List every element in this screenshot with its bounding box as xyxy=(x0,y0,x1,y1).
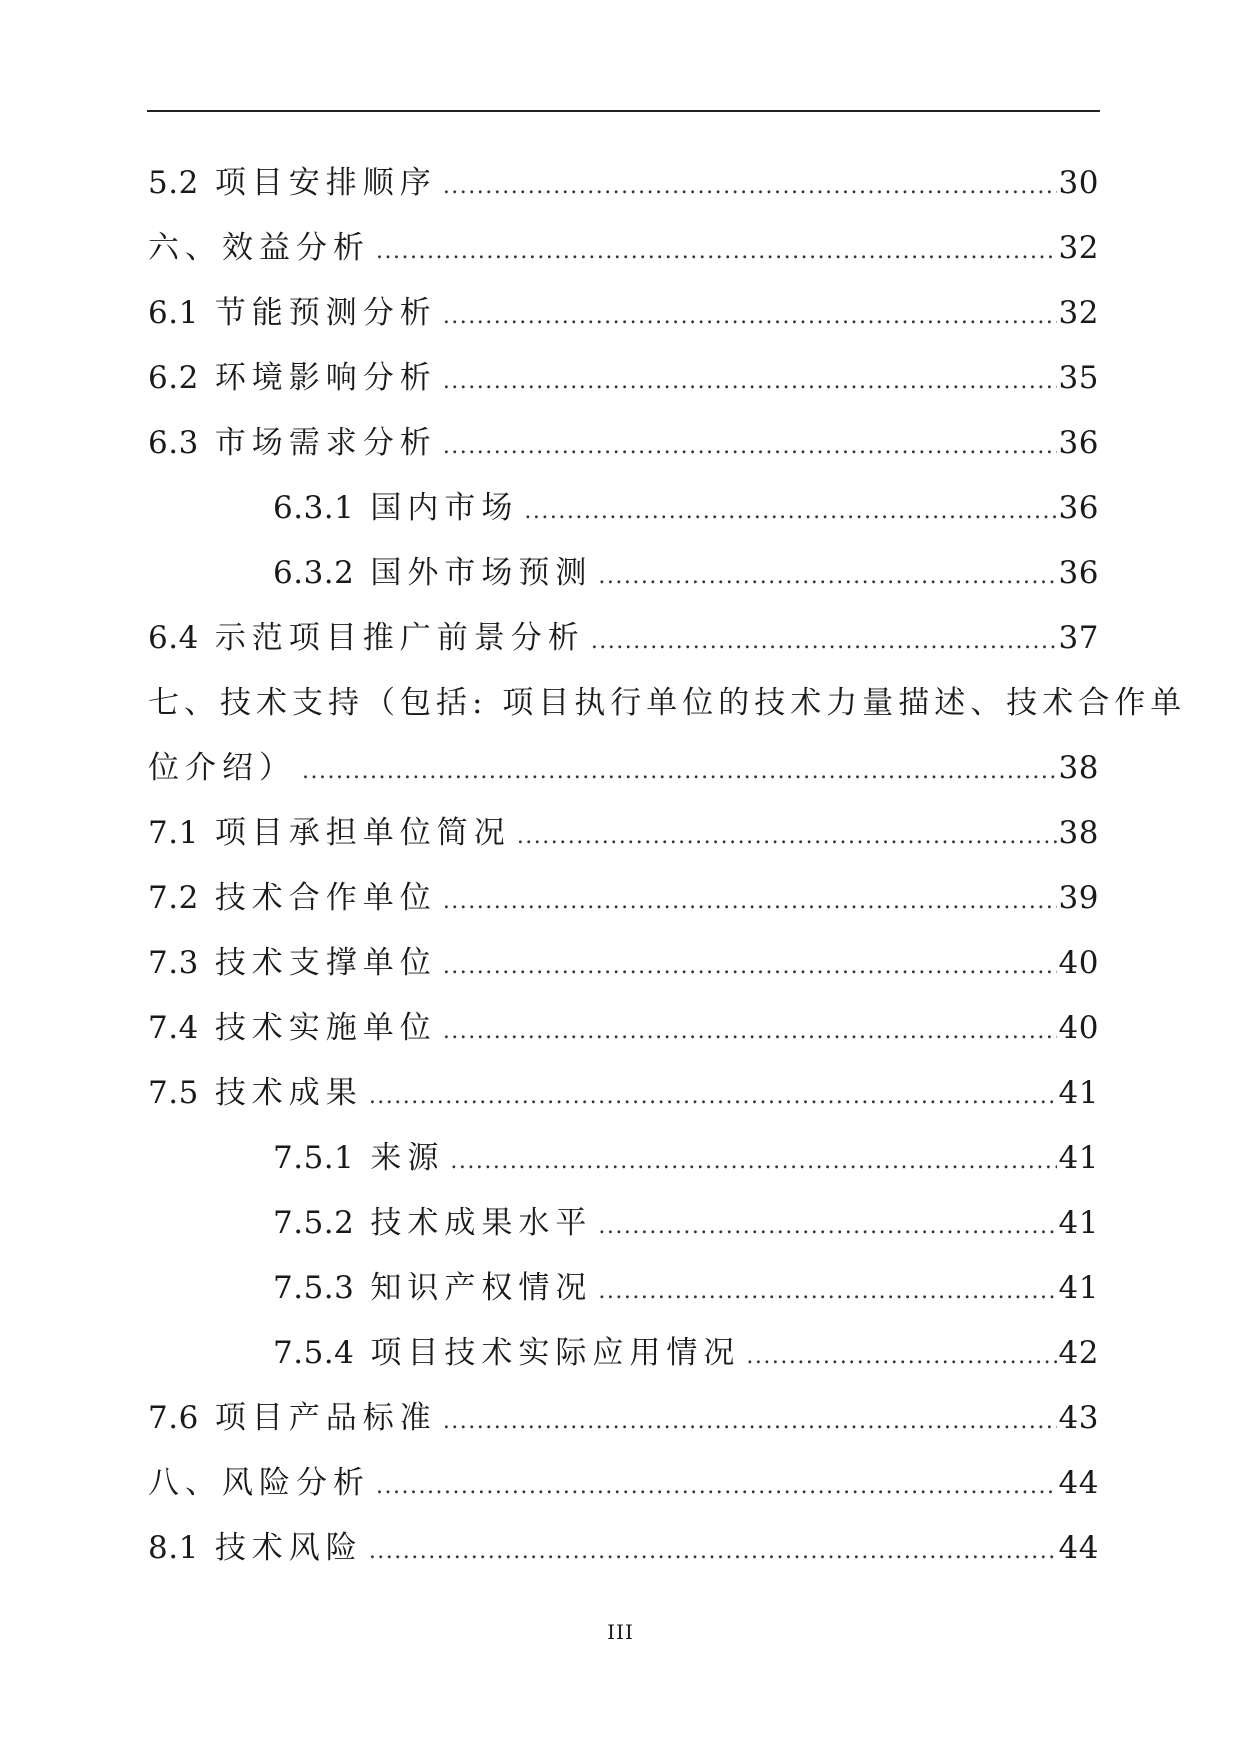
toc-entry-number: 7.5 xyxy=(148,1075,199,1111)
toc-entry-title: 国内市场 xyxy=(370,490,519,526)
toc-entry-title: 六、效益分析 xyxy=(148,230,370,266)
toc-entry-number: 6.3 xyxy=(148,425,199,461)
toc-entry[interactable] xyxy=(148,1256,1099,1321)
toc-dot-leader xyxy=(443,414,1057,479)
toc-entry-title: 技术成果水平 xyxy=(370,1205,593,1241)
toc-dot-leader xyxy=(376,1454,1057,1519)
toc-dot-leader xyxy=(443,284,1057,349)
toc-entry[interactable] xyxy=(148,216,1099,281)
toc-entry[interactable] xyxy=(148,1321,1099,1386)
toc-entry-page: 38 xyxy=(1058,750,1099,786)
toc-entry-page: 42 xyxy=(1058,1335,1099,1371)
toc-dot-leader xyxy=(376,219,1057,284)
toc-entry-title: 项目安排顺序 xyxy=(214,165,437,201)
toc-entry-page: 41 xyxy=(1058,1270,1099,1306)
toc-entry-title: 国外市场预测 xyxy=(370,555,593,591)
toc-entry[interactable] xyxy=(148,151,1099,216)
toc-entry-page: 40 xyxy=(1058,945,1099,981)
toc-dot-leader xyxy=(591,609,1057,674)
toc-dot-leader xyxy=(598,544,1056,609)
toc-entry-title: 环境影响分析 xyxy=(214,360,437,396)
toc-entry-page: 41 xyxy=(1058,1075,1099,1111)
toc-entry-title: 技术风险 xyxy=(214,1530,363,1566)
toc-entry[interactable] xyxy=(148,1386,1099,1451)
toc-entry-page: 30 xyxy=(1058,165,1099,201)
toc-entry[interactable] xyxy=(148,1126,1099,1191)
toc-dot-leader xyxy=(443,869,1057,934)
toc-entry-title: 来源 xyxy=(370,1140,445,1176)
toc-entry-page: 39 xyxy=(1058,880,1099,916)
toc-dot-leader xyxy=(443,1389,1057,1454)
toc-entry-number: 7.5.2 xyxy=(273,1205,355,1241)
toc-entry-page: 44 xyxy=(1058,1530,1099,1566)
toc-entry-title: 知识产权情况 xyxy=(370,1270,593,1306)
toc-entry[interactable] xyxy=(148,1191,1099,1256)
toc-entry-title: 八、风险分析 xyxy=(148,1465,370,1501)
toc-entry-page: 36 xyxy=(1058,490,1099,526)
toc-dot-leader xyxy=(443,154,1057,219)
toc-entry-number: 8.1 xyxy=(148,1530,199,1566)
toc-entry-number: 6.3.2 xyxy=(273,555,355,591)
toc-dot-leader xyxy=(443,999,1057,1064)
toc-entry[interactable] xyxy=(148,1451,1099,1516)
toc-entry[interactable] xyxy=(148,346,1099,411)
toc-entry-number: 7.5.4 xyxy=(273,1335,355,1371)
toc-entry[interactable] xyxy=(148,281,1099,346)
toc-entry[interactable] xyxy=(148,931,1099,996)
toc-entry-page: 44 xyxy=(1058,1465,1099,1501)
toc-entry-number: 7.6 xyxy=(148,1400,199,1436)
toc-entry-number: 6.4 xyxy=(148,620,199,656)
toc-entry-number: 5.2 xyxy=(148,165,199,201)
page-number: III xyxy=(607,1620,634,1644)
toc-entry-page: 32 xyxy=(1058,230,1099,266)
toc-entry[interactable] xyxy=(148,801,1099,866)
toc-entry-number: 6.1 xyxy=(148,295,199,331)
toc-entry[interactable] xyxy=(148,541,1099,606)
toc-entry-number: 7.3 xyxy=(148,945,199,981)
toc-entry-page: 32 xyxy=(1058,295,1099,331)
toc-dot-leader xyxy=(302,739,1057,804)
toc-entry-page: 37 xyxy=(1058,620,1099,656)
toc-entry[interactable] xyxy=(148,1516,1099,1581)
toc-entry-title: 节能预测分析 xyxy=(214,295,437,331)
toc-entry-title: 技术支撑单位 xyxy=(214,945,437,981)
toc-dot-leader xyxy=(369,1519,1057,1584)
toc-entry[interactable] xyxy=(148,996,1099,1061)
toc-entry-title: 市场需求分析 xyxy=(214,425,437,461)
table-of-contents xyxy=(148,151,1187,1581)
toc-dot-leader xyxy=(450,1129,1056,1194)
toc-entry-number: 7.1 xyxy=(148,815,199,851)
toc-entry-title: 七、技术支持（包括: 项目执行单位的技术力量描述、技术合作单 xyxy=(148,685,1187,721)
toc-entry-title: 项目产品标准 xyxy=(214,1400,437,1436)
toc-entry-number: 7.5.1 xyxy=(273,1140,355,1176)
toc-entry[interactable] xyxy=(148,866,1099,931)
toc-entry[interactable] xyxy=(148,606,1099,671)
toc-entry-page: 43 xyxy=(1058,1400,1099,1436)
toc-entry[interactable] xyxy=(148,476,1099,541)
toc-entry-title: 技术合作单位 xyxy=(214,880,437,916)
toc-entry[interactable] xyxy=(148,671,1187,801)
toc-dot-leader xyxy=(524,479,1056,544)
toc-entry[interactable] xyxy=(148,411,1099,476)
toc-dot-leader xyxy=(598,1259,1056,1324)
toc-entry-title: 技术实施单位 xyxy=(214,1010,437,1046)
toc-dot-leader xyxy=(443,934,1057,999)
toc-entry-number: 7.2 xyxy=(148,880,199,916)
toc-dot-leader xyxy=(746,1324,1056,1389)
toc-entry-number: 7.4 xyxy=(148,1010,199,1046)
toc-entry-number: 7.5.3 xyxy=(273,1270,355,1306)
toc-entry-number: 6.2 xyxy=(148,360,199,396)
toc-entry-title: 项目技术实际应用情况 xyxy=(370,1335,741,1371)
toc-dot-leader xyxy=(443,349,1057,414)
toc-entry-page: 36 xyxy=(1058,425,1099,461)
toc-entry-number: 6.3.1 xyxy=(273,490,355,526)
toc-entry-page: 38 xyxy=(1058,815,1099,851)
toc-entry-page: 40 xyxy=(1058,1010,1099,1046)
toc-entry-page: 36 xyxy=(1058,555,1099,591)
toc-entry[interactable] xyxy=(148,1061,1099,1126)
toc-dot-leader xyxy=(369,1064,1057,1129)
header-rule xyxy=(147,110,1100,112)
toc-entry-title: 项目承担单位简况 xyxy=(214,815,511,851)
toc-entry-title-continued: 位介绍） xyxy=(148,750,296,786)
toc-entry-title: 示范项目推广前景分析 xyxy=(214,620,585,656)
toc-dot-leader xyxy=(517,804,1057,869)
toc-entry-page: 41 xyxy=(1058,1205,1099,1241)
toc-entry-page: 35 xyxy=(1058,360,1099,396)
toc-dot-leader xyxy=(598,1194,1056,1259)
toc-entry-page: 41 xyxy=(1058,1140,1099,1176)
toc-entry-title: 技术成果 xyxy=(214,1075,363,1111)
